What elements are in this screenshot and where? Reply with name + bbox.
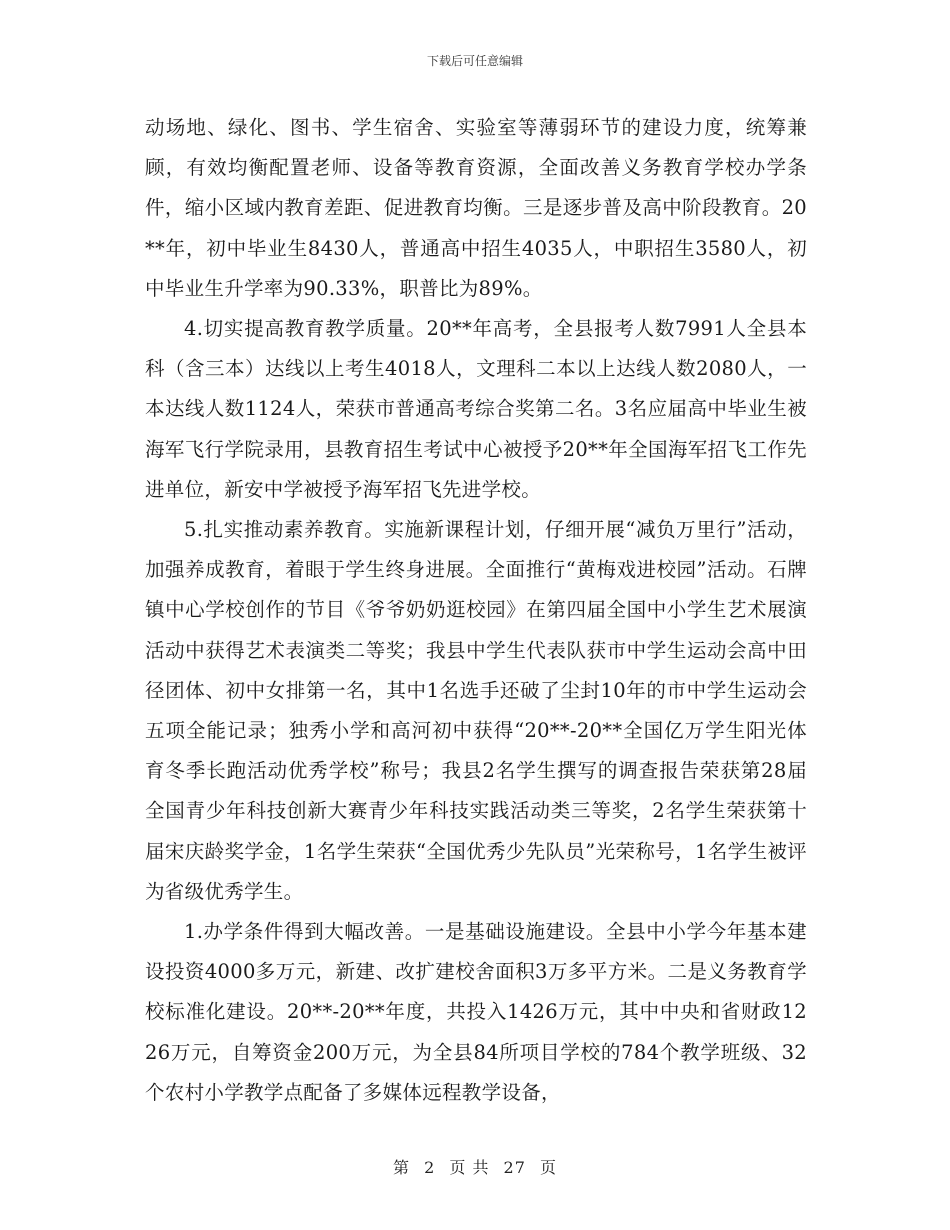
page-footer (0, 1155, 950, 1178)
document-body (145, 108, 807, 1113)
total-page-count: 27 (503, 1158, 526, 1177)
current-page-number: 2 (424, 1158, 436, 1177)
footer-suffix: 页 (540, 1158, 558, 1177)
page-header: 下载后可任意编辑 (426, 54, 523, 68)
paragraph-item-5: 5.扎实推动素养教育。实施新课程计划，仔细开展“减负万里行”活动，加强养成教育，着眼于学生终身进展。全面推行“黄梅戏进校园”活动。石牌镇中心学校创作的节目《爷爷奶奶逛校园》在第四届全国中小学生艺术展演活动中获得艺术表演类二等奖；我县中学生代表队获市中学生运动会高中田径团体、初中女排第一名，其中1名选手还破了尘封10年的市中学生运动会五项全能记录；独秀小学和高河初中获得“20**-20**全国亿万学生阳光体育冬季长跑活动优秀学校”称号；我县2名学生撰写的调查报告荣获第28届全国青少年科技创新大赛青少年科技实践活动类三等奖，2名学生荣获第十届宋庆龄奖学金，1名学生荣获“全国优秀少先队员”光荣称号，1名学生被评为省级优秀学生。 (145, 518, 807, 903)
footer-prefix: 第 (392, 1158, 410, 1177)
footer-middle: 页 共 (449, 1158, 490, 1177)
paragraph-item-4: 4.切实提高教育教学质量。20**年高考，全县报考人数7991人全县本科（含三本）达线以上考生4018人，文理科二本以上达线人数2080人，一本达线人数1124人，荣获市普通高考综合奖第二名。3名应届高中毕业生被海军飞行学院录用，县教育招生考试中心被授予20**年全国海军招飞工作先进单位，新安中学被授予海军招飞先进学校。 (145, 317, 807, 501)
paragraph-item-1: 1.办学条件得到大幅改善。一是基础设施建设。全县中小学今年基本建设投资4000多万元，新建、改扩建校舍面积3万多平方米。二是义务教育学校标准化建设。20**-20**年度，共投入1426万元，其中中央和省财政1226万元，自筹资金200万元，为全县84所项目学校的784个教学班级、32个农村小学教学点配备了多媒体远程教学设备， (145, 920, 807, 1104)
paragraph-continuation: 动场地、绿化、图书、学生宿舍、实验室等薄弱环节的建设力度，统筹兼顾，有效均衡配置老师、设备等教育资源，全面改善义务教育学校办学条件，缩小区域内教育差距、促进教育均衡。三是逐步普及高中阶段教育。20**年，初中毕业生8430人，普通高中招生4035人，中职招生3580人，初中毕业生升学率为90.33%，职普比为89%。 (145, 116, 807, 300)
